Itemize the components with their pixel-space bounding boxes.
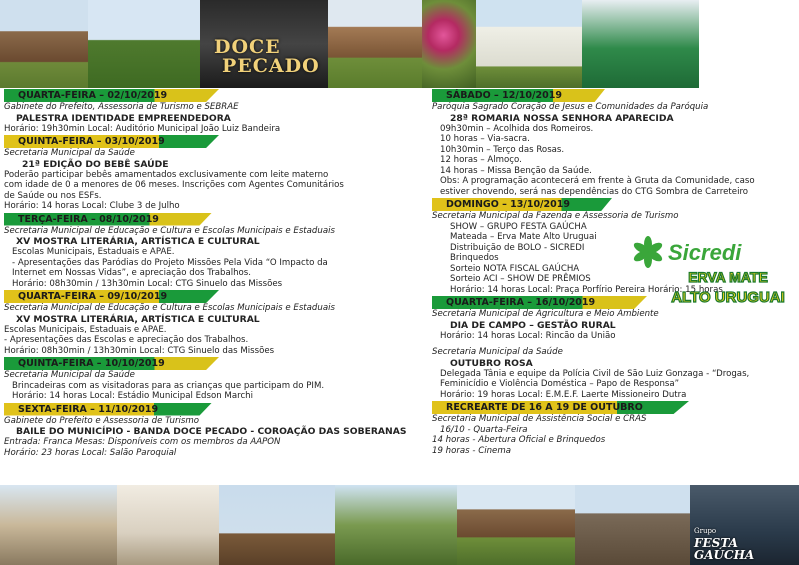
day-header	[432, 198, 796, 211]
event-block	[4, 403, 416, 459]
event-organizer: Secretaria Municipal de Educação e Cultura e Escolas Municipais e Estaduais	[4, 225, 335, 236]
event-organizer: 16/10 - Quarta-Feira	[440, 424, 528, 435]
gazebo-photo	[335, 485, 457, 565]
event-detail: 10h30min – Terço das Rosas.	[440, 144, 565, 155]
event-detail: 12 horas – Almoço.	[440, 155, 522, 165]
event-detail: Horário: 14 horas Local: Rincão da União	[440, 330, 616, 341]
doce-pecado-logo	[214, 38, 320, 76]
bottom-photo-strip	[0, 485, 799, 565]
event-detail: Horário: 08h30min / 13h30min Local: CTG Sinuelo das Missões	[4, 345, 275, 356]
festa-gaucha-logo	[694, 525, 799, 561]
day-label: RECREARTE DE 16 A 19 DE OUTUBRO	[446, 402, 643, 413]
event-organizer: 19 horas - Cinema	[432, 445, 511, 456]
event-detail: Distribuição de BOLO - SICREDI	[450, 242, 585, 253]
event-organizer: Secretaria Municipal da Saúde	[4, 148, 135, 158]
event-detail: Escolas Municipais, Estaduais e APAE.	[12, 247, 175, 257]
day-label: QUINTA-FEIRA – 03/10/2019	[18, 136, 165, 147]
event-organizer: Gabinete do Prefeito e Assessoria de Turismo	[4, 415, 199, 426]
day-label: QUARTA-FEIRA – 09/10/2019	[18, 291, 168, 302]
event-detail: Escolas Municipais, Estaduais e APAE.	[4, 324, 167, 335]
day-header	[4, 89, 416, 102]
event-title: DIA DE CAMPO – GESTÃO RURAL	[450, 319, 616, 331]
festa-gaucha-small: Grupo	[694, 527, 717, 535]
event-detail: Poderão participar bebês amamentados exclusivamente com leite materno	[4, 169, 329, 180]
event-organizer: Secretaria Municipal da Fazenda e Assessoria de Turismo	[432, 211, 679, 221]
museum-photo	[0, 485, 117, 565]
monument-photo	[88, 0, 200, 88]
top-photo-strip	[0, 0, 799, 88]
white-building-photo	[476, 0, 582, 88]
event-detail: Internet em Nossas Vidas”, e apreciação dos Trabalhos.	[12, 268, 252, 278]
event-organizer: 14 horas - Abertura Oficial e Brinquedos	[432, 435, 606, 445]
queens-photo	[582, 0, 699, 88]
event-block	[4, 89, 416, 134]
day-label: QUARTA-FEIRA – 02/10/2019	[18, 90, 168, 101]
event-organizer: Secretaria Municipal de Agricultura e Meio Ambiente	[432, 309, 659, 319]
event-title: 28ª ROMARIA NOSSA SENHORA APARECIDA	[450, 112, 674, 124]
doce-pecado-line2: PECADO	[222, 55, 320, 77]
event-organizer: Entrada: Franca Mesas: Disponíveis com os membros da AAPON	[4, 437, 281, 447]
event-organizer: Secretaria Municipal de Educação e Cultura e Escolas Municipais e Estaduais	[4, 303, 335, 313]
event-title: XV MOSTRA LITERÁRIA, ARTÍSTICA E CULTURAL	[16, 236, 260, 247]
day-header	[4, 403, 416, 416]
event-detail: Delegada Tânia e equipe da Polícia Civil de São Luiz Gonzaga - “Drogas,	[440, 368, 750, 379]
sicredi-logo	[634, 236, 764, 268]
event-detail: - Apresentações das Escolas e apreciação dos Trabalhos.	[4, 335, 249, 345]
erva-mate-logo	[671, 265, 785, 309]
day-header	[4, 213, 416, 226]
festa-gaucha-big: FESTA GAÚCHA	[694, 536, 755, 562]
day-label: SEXTA-FEIRA – 11/10/2019	[18, 403, 159, 415]
event-title: XV MOSTRA LITERÁRIA, ARTÍSTICA E CULTURAL	[16, 313, 260, 325]
event-block	[432, 89, 796, 197]
doce-pecado-line1: DOCE	[214, 36, 281, 58]
event-title: PALESTRA IDENTIDADE EMPREENDEDORA	[16, 112, 231, 124]
event-detail: Brincadeiras com as visitadoras para as crianças que participam do PIM.	[12, 380, 325, 391]
event-detail: Obs: A programação acontecerá em frente à Gruta da Comunidade, caso	[440, 176, 755, 186]
day-label: TERÇA-FEIRA – 08/10/2019	[18, 213, 159, 225]
event-organizer: Secretaria Municipal da Saúde	[432, 347, 563, 357]
day-header	[432, 401, 796, 414]
day-header	[4, 357, 416, 370]
day-header	[4, 135, 416, 148]
day-label: QUARTA-FEIRA – 16/10/2019	[446, 297, 596, 308]
schedule-left-column	[4, 88, 416, 458]
event-detail: Horário: 08h30min / 13h30min Local: CTG Sinuelo das Missões	[12, 278, 283, 289]
event-detail: Feminicídio e Violência Doméstica – Papo de Responsa”	[440, 379, 680, 389]
event-detail: com idade de 0 a menores de 06 meses. Inscrições com Agentes Comunitários	[4, 180, 344, 190]
event-detail: de Saúde ou nos ESFs.	[4, 190, 102, 201]
stone-house-photo	[328, 0, 422, 88]
erva-mate-line2: ALTO URUGUAI	[671, 289, 785, 306]
event-title: 21ª EDIÇÃO DO BEBÊ SAÚDE	[22, 158, 169, 170]
event-organizer: Paróquia Sagrado Coração de Jesus e Comunidades da Paróquia	[432, 102, 709, 112]
event-detail: SHOW – GRUPO FESTA GAÚCHA	[450, 221, 587, 232]
statue-photo	[219, 485, 335, 565]
event-block	[432, 341, 796, 400]
day-header	[432, 89, 796, 102]
event-block	[4, 135, 416, 212]
frames-photo	[117, 485, 219, 565]
day-label: QUINTA-FEIRA – 10/10/2019	[18, 358, 165, 369]
band-festa-photo	[690, 485, 799, 565]
event-detail: Sorteio NOTA FISCAL GAÚCHA	[450, 263, 580, 274]
event-organizer: Secretaria Municipal da Saúde	[4, 370, 135, 380]
event-title: OUTUBRO ROSA	[450, 357, 533, 369]
event-organizer: Secretaria Municipal de Assistência Social e CRAS	[432, 414, 647, 424]
event-detail: 14 horas – Missa Benção da Saúde.	[440, 165, 592, 176]
farmhouse-photo	[457, 485, 575, 565]
erva-mate-line1: ERVA MATE	[688, 269, 768, 285]
sicredi-text: Sicredi	[668, 240, 742, 265]
event-organizer: Horário: 23 horas Local: Salão Paroquial	[4, 447, 177, 458]
event-detail: estiver chovendo, será nas dependências do CTG Sombra de Carreteiro	[440, 186, 749, 197]
event-title: BAILE DO MUNICÍPIO - BANDA DOCE PECADO - COROAÇÃO DAS SOBERANAS	[16, 426, 407, 437]
event-detail: Mateada – Erva Mate Alto Uruguai	[450, 232, 597, 242]
event-block	[4, 357, 416, 402]
event-detail: Sorteio ACI – SHOW DE PRÊMIOS	[450, 274, 591, 284]
event-organizer: Gabinete do Prefeito, Assessoria de Turismo e SEBRAE	[4, 102, 239, 112]
event-detail: Brinquedos	[450, 253, 499, 263]
event-detail: Horário: 14 horas Local: Estádio Municipal Edson Marchi	[12, 391, 254, 401]
event-block	[432, 401, 796, 456]
church-ruins-photo	[575, 485, 690, 565]
sicredi-leaf-icon	[632, 236, 664, 268]
event-detail: Horário: 19h30min Local: Auditório Municipal João Luiz Bandeira	[4, 123, 281, 134]
event-detail: Horário: 14 horas Local: Clube 3 de Julho	[4, 201, 180, 211]
event-detail: Horário: 14 horas Local: Praça Porfírio Pereira Horário: 15 horas	[450, 284, 723, 295]
old-house-photo	[0, 0, 88, 88]
day-label: SÁBADO – 12/10/2019	[446, 90, 562, 101]
event-block	[4, 290, 416, 356]
event-detail: 09h30min – Acolhida dos Romeiros.	[440, 123, 594, 134]
flowers-photo	[422, 0, 476, 88]
event-detail: - Apresentações das Paródias do Projeto Missões Pela Vida “O Impacto da	[12, 257, 328, 268]
band-photo	[200, 0, 328, 88]
event-detail: Horário: 19 horas Local: E.M.E.F. Laerte Missioneiro Dutra	[440, 389, 687, 400]
event-detail: 10 horas – Via-sacra.	[440, 134, 530, 144]
day-label: DOMINGO – 13/10/2019	[446, 199, 570, 210]
event-block	[4, 213, 416, 290]
day-header	[4, 290, 416, 303]
